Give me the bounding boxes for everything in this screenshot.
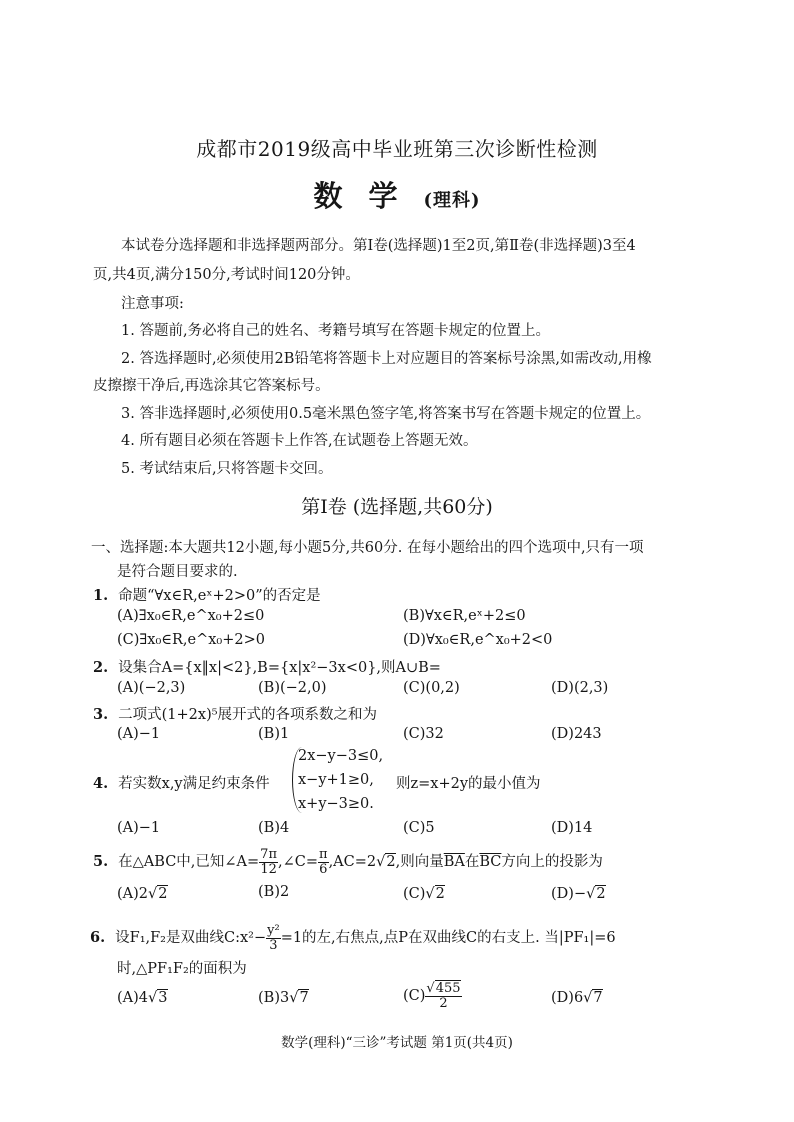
subject-subtitle: (理科) <box>423 190 481 211</box>
option-text: (D)− <box>551 886 587 902</box>
option-c: (C)∃x₀∈R,e^x₀+2>0 <box>117 632 265 648</box>
subject-name: 数学 <box>313 179 424 213</box>
exam-title: 成都市2019级高中毕业班第三次诊断性检测 <box>196 137 598 161</box>
option-b: (B)1 <box>258 726 290 742</box>
option-text: (C) <box>403 886 426 902</box>
question-number: 4. <box>93 775 109 792</box>
question-stem: 方向上的投影为 <box>501 854 603 871</box>
sqrt-sign: √ <box>425 886 435 902</box>
fraction-denominator: 2 <box>439 995 448 1011</box>
radicand: 455 <box>435 981 461 996</box>
section-instructions-2: 是符合题目要求的. <box>117 564 238 580</box>
fraction-7pi-12 <box>259 848 278 876</box>
question-number: 2. <box>93 659 109 676</box>
question-stem: 在△ABC中,已知∠A= <box>118 854 260 871</box>
option-b: (B)4 <box>258 820 290 836</box>
question-stem-post: 则z=x+2y的最小值为 <box>396 776 541 792</box>
option-a: (A)−1 <box>117 820 161 836</box>
intro-line-2: 页,共4页,满分150分,考试时间120分钟。 <box>93 267 360 283</box>
fraction-pi-6 <box>318 848 329 876</box>
notes-item: 3. 答非选择题时,必须使用0.5毫米黑色签字笔,将答案书写在答题卡规定的位置上。 <box>121 406 651 422</box>
option-text: (A)4 <box>117 990 149 1006</box>
sqrt-sign: √ <box>376 854 386 871</box>
fraction-denominator: 6 <box>319 861 328 877</box>
option-c <box>403 886 445 902</box>
option-d: (D)243 <box>551 726 602 742</box>
option-b <box>258 884 289 900</box>
option-d: (D)(2,3) <box>551 680 609 696</box>
question-stem: ,则向量 <box>395 854 444 871</box>
question-3 <box>93 703 377 724</box>
notes-item: 1. 答题前,务必将自己的姓名、考籍号填写在答题卡规定的位置上。 <box>121 323 551 339</box>
option-a <box>117 886 168 902</box>
fraction-numerator: π <box>319 847 328 862</box>
notes-heading: 注意事项: <box>121 296 184 312</box>
option-text: (C) <box>403 988 426 1005</box>
option-d <box>551 990 603 1006</box>
notes-item: 5. 考试结束后,只将答题卡交回。 <box>121 461 333 477</box>
option-text: (B)3 <box>258 990 290 1006</box>
option-d: (D)14 <box>551 820 593 836</box>
question-number: 3. <box>93 706 109 723</box>
option-c: (C)32 <box>403 726 444 742</box>
constraint-2: x−y+1≥0, <box>298 772 374 788</box>
radicand: 2 <box>596 886 606 902</box>
question-stem: 命题“∀x∈R,eˣ+2>0”的否定是 <box>118 588 321 604</box>
notes-item: 皮擦擦干净后,再选涂其它答案标号。 <box>93 378 330 394</box>
option-a <box>117 990 168 1006</box>
notes-item: 4. 所有题目必须在答题卡上作答,在试题卷上答题无效。 <box>121 433 478 449</box>
option-a: (A)−1 <box>117 726 161 742</box>
sqrt-sign: √ <box>148 886 158 902</box>
question-6-line-2: 时,△PF₁F₂的面积为 <box>117 961 247 977</box>
question-5 <box>93 848 603 876</box>
question-stem: 在 <box>464 854 480 871</box>
sqrt-sign: √ <box>586 886 596 902</box>
question-stem: 设集合A={x‖x|<2},B={x|x²−3x<0},则A∪B= <box>118 660 441 676</box>
radicand: 7 <box>593 990 603 1006</box>
fraction-sqrt455-2 <box>425 982 461 1010</box>
sqrt-sign: √ <box>583 990 593 1006</box>
fraction-numerator <box>425 982 461 997</box>
question-1 <box>93 584 321 605</box>
section-title: 第Ⅰ卷 (选择题,共60分) <box>301 496 493 518</box>
vector-ba: $\overline{BA}$ <box>443 854 465 871</box>
question-stem-pre: 若实数x,y满足约束条件 <box>118 776 270 792</box>
option-c: (C)(0,2) <box>403 680 460 696</box>
radicand: 2 <box>386 854 396 871</box>
constraint-3: x+y−3≥0. <box>298 796 374 812</box>
page-footer: 数学(理科)“三诊”考试题 第1页(共4页) <box>281 1035 513 1051</box>
intro-line-1: 本试卷分选择题和非选择题两部分。第Ⅰ卷(选择题)1至2页,第Ⅱ卷(非选择题)3至4 <box>121 238 636 254</box>
radicand: 7 <box>299 990 309 1006</box>
option-text: (B)2 <box>258 884 290 900</box>
option-b <box>258 990 309 1006</box>
fraction-y2-3 <box>266 924 281 952</box>
section-instructions-1: 一、选择题:本大题共12小题,每小题5分,共60分. 在每小题给出的四个选项中,只有一项 <box>91 540 644 556</box>
fraction-denominator: 3 <box>269 937 278 953</box>
fraction-numerator: 7π <box>260 847 277 862</box>
option-text: (A)2 <box>117 886 149 902</box>
fraction-denominator: 12 <box>260 861 277 877</box>
question-2 <box>93 656 441 677</box>
constraint-1: 2x−y−3≤0, <box>298 748 384 764</box>
subject-title <box>0 174 794 215</box>
question-4 <box>93 772 270 793</box>
sqrt-sign: √ <box>289 990 299 1006</box>
sqrt-sign: √ <box>426 981 435 996</box>
radicand: 2 <box>158 886 168 902</box>
sqrt-sign: √ <box>148 990 158 1006</box>
question-stem: ,AC=2 <box>328 854 377 871</box>
option-a: (A)∃x₀∈R,e^x₀+2≤0 <box>117 608 265 624</box>
question-number: 1. <box>93 587 109 604</box>
notes-item: 2. 答选择题时,必须使用2B铅笔将答题卡上对应题目的答案标号涂黑,如需改动,用橡 <box>121 351 652 367</box>
question-number: 6. <box>90 929 106 947</box>
radicand: 2 <box>435 886 445 902</box>
option-b: (B)(−2,0) <box>258 680 327 696</box>
question-stem: ,∠C= <box>278 854 319 871</box>
option-a: (A)(−2,3) <box>117 680 186 696</box>
fraction-numerator: y² <box>267 923 280 938</box>
option-b: (B)∀x∈R,eˣ+2≤0 <box>403 608 526 624</box>
option-c: (C)5 <box>403 820 435 836</box>
option-d <box>551 886 606 902</box>
question-stem: =1的左,右焦点,点P在双曲线C的右支上. 当|PF₁|=6 <box>280 930 616 947</box>
option-c <box>403 982 462 1010</box>
option-d: (D)∀x₀∈R,e^x₀+2<0 <box>403 632 553 648</box>
option-text: (D)6 <box>551 990 584 1006</box>
question-6 <box>90 924 616 952</box>
question-stem: 二项式(1+2x)⁵展开式的各项系数之和为 <box>118 707 378 723</box>
question-number: 5. <box>93 853 109 871</box>
question-stem: 设F₁,F₂是双曲线C:x²− <box>115 930 267 947</box>
vector-bc: $\overline{BC}$ <box>479 854 502 871</box>
radicand: 3 <box>158 990 168 1006</box>
